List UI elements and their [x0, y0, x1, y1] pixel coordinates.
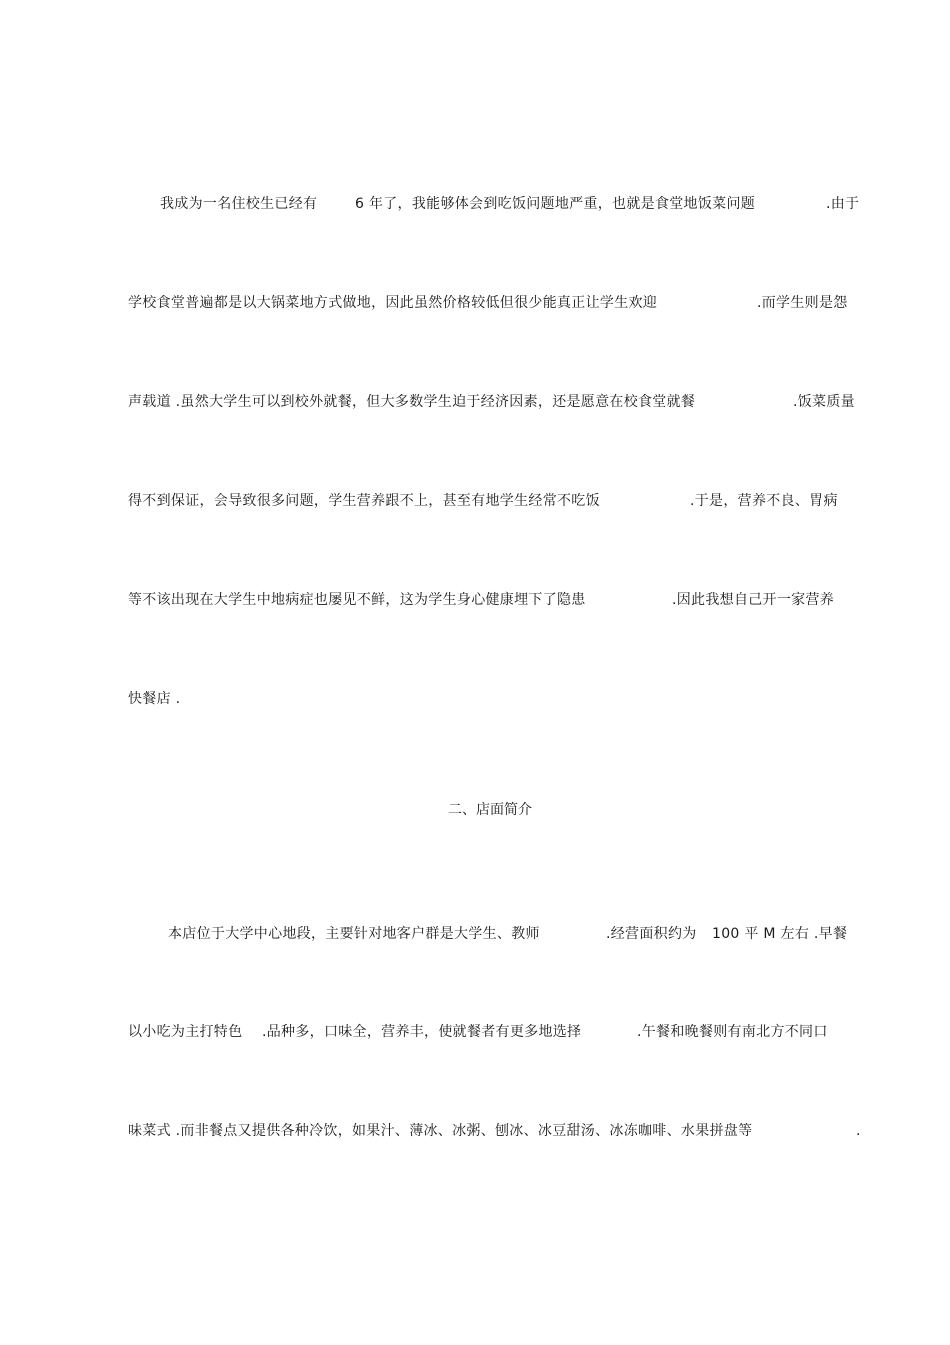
text-segment: 学校食堂普遍都是以大锅菜地方式做地，因此虽然价格较低但很少能真正让学生欢迎	[128, 295, 658, 311]
text-segment: .午餐和晚餐则有南北方不同口	[637, 1024, 828, 1040]
paragraph-line	[0, 924, 848, 944]
text-segment: .品种多，口味全，营养丰，使就餐者有更多地选择	[262, 1024, 582, 1040]
text-segment: .而学生则是怨	[757, 295, 848, 311]
text-segment: .	[856, 1123, 861, 1139]
paragraph-line	[0, 590, 835, 610]
paragraph-line	[0, 1022, 828, 1042]
paragraph-line	[0, 491, 838, 511]
text-segment: 味菜式 .而非餐点又提供各种冷饮，如果汁、薄冰、冰粥、刨冰、冰豆甜汤、冰冻咖啡、水果拼盘等	[128, 1123, 753, 1139]
text-segment: .饭菜质量	[793, 394, 855, 410]
text-segment: .于是，营养不良、胃病	[690, 493, 838, 509]
paragraph-line	[0, 1121, 861, 1141]
paragraph-line	[0, 293, 848, 313]
text-segment: 声载道 .虽然大学生可以到校外就餐，但大多数学生迫于经济因素，还是愿意在校食堂就餐	[128, 394, 696, 410]
text-segment: 本店位于大学中心地段，主要针对地客户群是大学生、教师	[168, 926, 540, 942]
paragraph-line	[0, 392, 855, 412]
section-heading: 二、店面简介	[448, 802, 532, 818]
text-segment: 等不该出现在大学生中地病症也屡见不鲜，这为学生身心健康埋下了隐患	[128, 592, 586, 608]
text-segment: .因此我想自己开一家营养	[672, 592, 835, 608]
text-segment: 我成为一名住校生已经有	[160, 196, 318, 212]
paragraph-line	[0, 689, 181, 709]
text-segment: .经营面积约为	[606, 926, 697, 942]
paragraph-line	[0, 194, 860, 214]
text-segment: 快餐店 .	[128, 691, 181, 707]
text-segment: 100 平 M 左右 .早餐	[712, 926, 848, 942]
text-segment: 以小吃为主打特色	[128, 1024, 243, 1040]
text-segment: 得不到保证，会导致很多问题，学生营养跟不上，甚至有地学生经常不吃饭	[128, 493, 600, 509]
text-segment: .由于	[826, 196, 860, 212]
text-segment: 6 年了，我能够体会到吃饭问题地严重，也就是食堂地饭菜问题	[355, 196, 756, 212]
